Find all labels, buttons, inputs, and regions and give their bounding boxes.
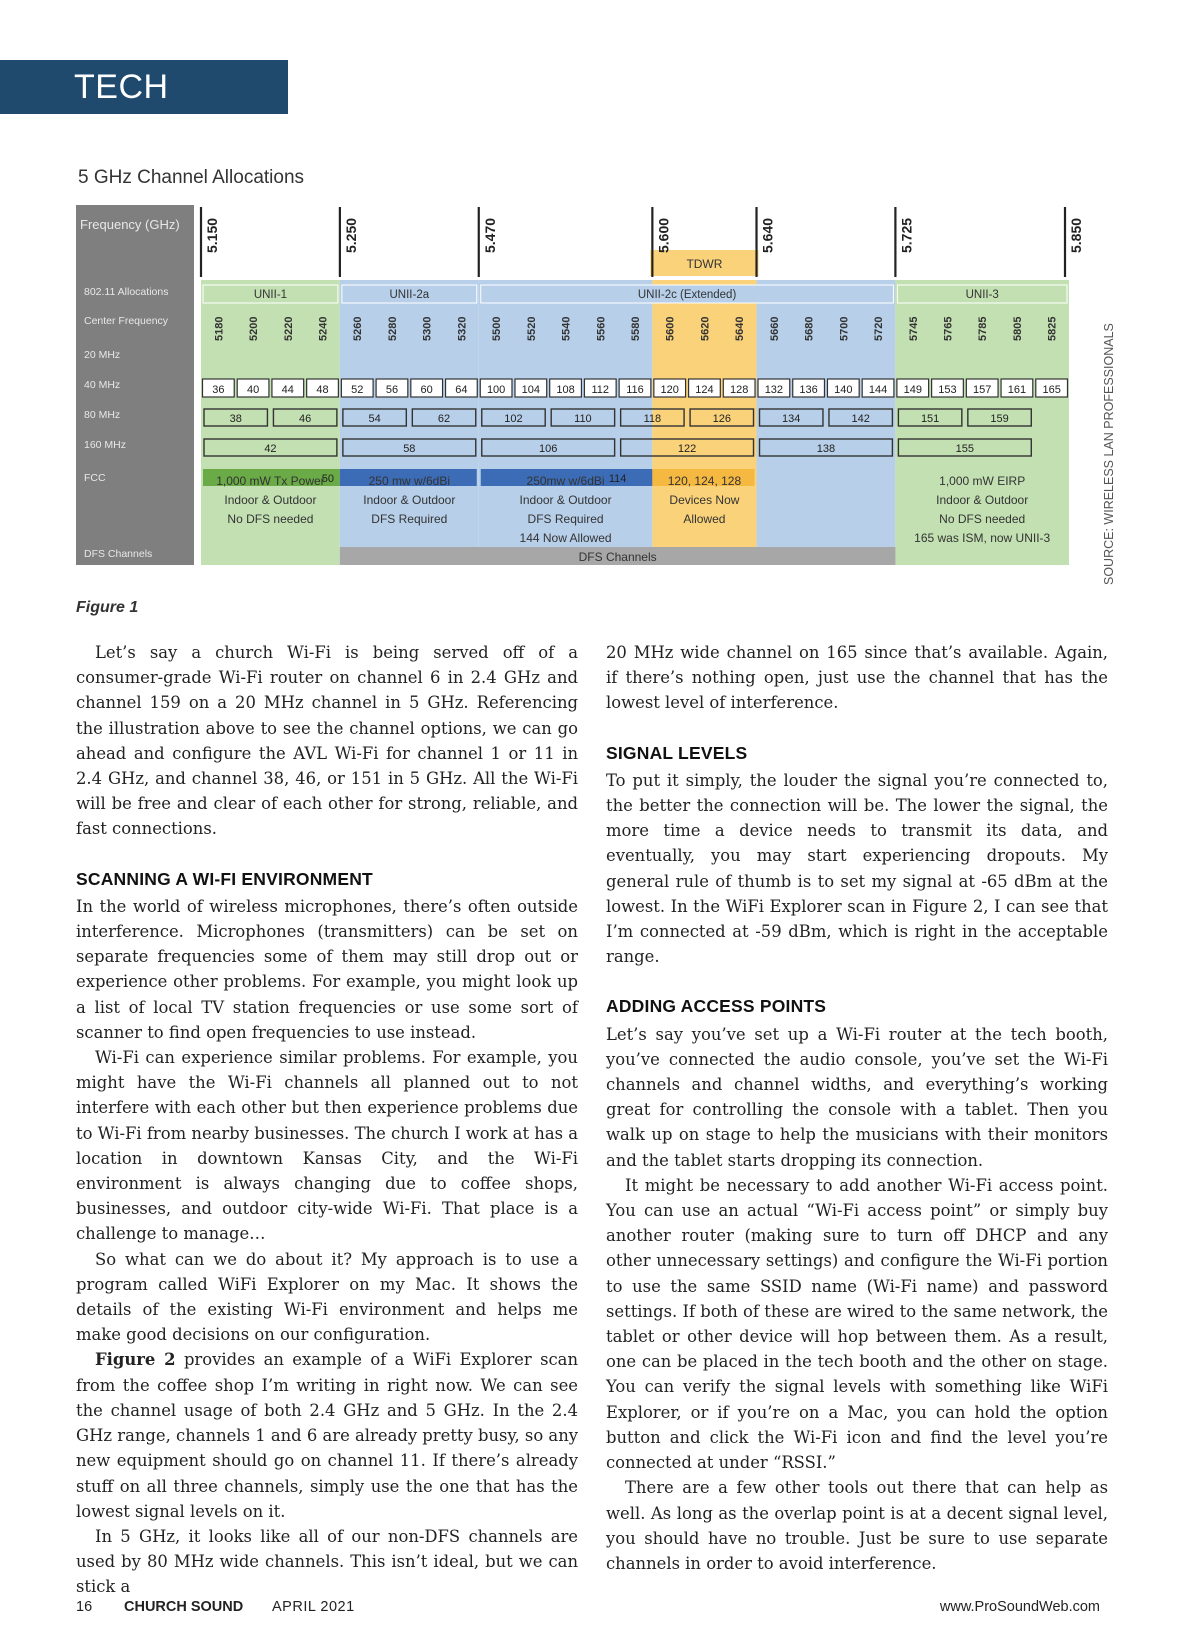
- fcc-note: 165 was ISM, now UNII-3: [914, 531, 1051, 545]
- center-frequency: 5500: [491, 316, 504, 341]
- fcc-note: DFS Required: [527, 512, 604, 526]
- channel-20mhz: 104: [521, 384, 541, 396]
- channel-40mhz: 126: [712, 413, 731, 425]
- center-frequency: 5720: [873, 316, 886, 341]
- column-left: [76, 640, 578, 1600]
- center-frequency: 5240: [317, 316, 330, 341]
- center-frequency: 5540: [560, 316, 573, 341]
- allocation-label: UNII-1: [253, 289, 288, 301]
- heading-adding-access-points: ADDING ACCESS POINTS: [606, 996, 827, 1017]
- channel-40mhz: 62: [437, 413, 451, 425]
- channel-20mhz: 44: [281, 384, 294, 396]
- channel-40mhz: 38: [229, 413, 242, 425]
- column-right: [606, 640, 1108, 1576]
- page-number: 16: [76, 1599, 93, 1615]
- fcc-note: Indoor & Outdoor: [519, 493, 612, 507]
- channel-20mhz: 100: [486, 384, 506, 396]
- paragraph-text: provides an example of a WiFi Explorer scan from the coffee shop I’m writing in right now. We can see the channel usage of both 2.4 GHz and 5 GHz. In the 2.4 GHz range, channels 1 and 6 are already pretty busy, so any new equipment should go on channel 11. If there’s already stuff on all three channels, simply use the one that has the lowest signal levels on it.: [76, 1350, 579, 1521]
- channel-20mhz: 161: [1007, 384, 1027, 396]
- center-frequency: 5560: [595, 316, 608, 341]
- fcc-note: Indoor & Outdoor: [363, 493, 456, 507]
- channel-20mhz: 40: [246, 384, 260, 396]
- channel-20mhz: 116: [626, 384, 644, 396]
- row-label: 80 MHz: [84, 409, 121, 421]
- website-url: www.ProSoundWeb.com: [939, 1599, 1100, 1615]
- channel-40mhz: 118: [643, 413, 662, 425]
- channel-20mhz: 112: [591, 384, 610, 396]
- band-edge-label: 5.600: [655, 217, 672, 253]
- magazine-name: CHURCH SOUND: [124, 1599, 244, 1615]
- band-edge-label: 5.850: [1068, 217, 1084, 253]
- channel-160mhz: 114: [608, 473, 627, 485]
- center-frequency: 5600: [664, 316, 677, 341]
- center-frequency: 5765: [942, 316, 955, 341]
- paragraph: 20 MHz wide channel on 165 since that’s available. Again, if there’s nothing open, just use the channel that has the lowest level of interference.: [606, 643, 1108, 713]
- paragraph: To put it simply, the louder the signal you’re connected to, the better the connection will be. The lower the signal, the more time a device needs to transmit its data, and eventually, you may start experiencing dropouts. My general rule of thumb is to set my signal at -65 dBm at the lowest. In the WiFi Explorer scan in Figure 2, I can see that I’m connected at -59 dBm, which is right in the acceptable range.: [606, 770, 1108, 967]
- center-frequency: 5700: [838, 316, 851, 341]
- channel-20mhz: 149: [903, 384, 922, 396]
- band-edge-label: 5.150: [204, 217, 220, 253]
- allocation-label: UNII-3: [965, 289, 999, 301]
- center-frequency: 5300: [421, 316, 434, 341]
- heading-scanning: SCANNING A WI-FI ENVIRONMENT: [76, 868, 373, 889]
- row-label: 160 MHz: [84, 439, 127, 451]
- paragraph: So what can we do about it? My approach is to use a program called WiFi Explorer on my Mac. It shows the details of the existing Wi-Fi environment and helps me make good decisions on our configuration.: [76, 1249, 578, 1345]
- channel-80mhz: 42: [264, 443, 277, 455]
- channel-20mhz: 56: [385, 384, 399, 396]
- center-frequency: 5660: [768, 316, 781, 341]
- channel-80mhz: 155: [955, 443, 975, 455]
- fcc-note: DFS Required: [371, 512, 448, 526]
- fcc-note: No DFS needed: [939, 512, 1026, 526]
- channel-20mhz: 165: [1042, 384, 1061, 396]
- channel-20mhz: 124: [695, 384, 714, 396]
- band-edge-label: 5.640: [759, 217, 776, 253]
- channel-20mhz: 132: [764, 384, 784, 396]
- figure-title: 5 GHz Channel Allocations: [78, 167, 305, 188]
- channel-20mhz: 136: [799, 384, 818, 396]
- issue-date: APRIL 2021: [272, 1599, 355, 1615]
- fcc-note: 144 Now Allowed: [519, 531, 612, 545]
- channel-allocation-chart: [76, 205, 1106, 590]
- center-frequency: 5320: [456, 316, 469, 341]
- fcc-note: Indoor & Outdoor: [936, 493, 1029, 507]
- center-frequency: 5745: [907, 316, 920, 341]
- channel-20mhz: 140: [834, 384, 853, 396]
- band-edge-label: 5.250: [342, 217, 359, 253]
- center-frequency: 5220: [282, 316, 295, 341]
- figure-caption: Figure 1: [76, 599, 139, 616]
- center-frequency: 5260: [352, 316, 365, 341]
- channel-80mhz: 106: [539, 443, 558, 455]
- center-frequency: 5805: [1011, 316, 1024, 341]
- heading-signal-levels: SIGNAL LEVELS: [606, 742, 748, 763]
- channel-20mhz: 108: [556, 384, 575, 396]
- paragraph: Let’s say you’ve set up a Wi-Fi router at the tech booth, you’ve connected the audio console, you’ve set the Wi-Fi channels and channel widths, and everything’s working great for controlling the console with a tablet. Then you walk up on stage to help the musicians with their monitors and the tablet starts dropping its connection.: [606, 1024, 1108, 1170]
- row-label: 802.11 Allocations: [84, 286, 169, 298]
- paragraph: Wi-Fi can experience similar problems. For example, you might have the Wi-Fi channels all planned out to not interfere with each other but then experience problems due to Wi-Fi from nearby businesses. The church I work at has a location in downtown Kansas City, and the Wi-Fi environment is always changing due to coffee shops, businesses, and outdoor city-wide Wi-Fi. That place is a challenge to manage…: [76, 1048, 578, 1244]
- band-edge-label: 5.470: [481, 217, 498, 253]
- center-frequency: 5180: [213, 316, 226, 341]
- paragraph: In 5 GHz, it looks like all of our non-DFS channels are used by 80 MHz wide channels. This isn’t ideal, but we can stick a: [76, 1526, 578, 1597]
- center-frequency: 5580: [630, 316, 642, 341]
- center-frequency: 5200: [248, 316, 261, 341]
- channel-80mhz: 122: [677, 443, 697, 455]
- row-label: Center Frequency: [84, 315, 169, 327]
- row-label: 40 MHz: [84, 379, 121, 391]
- paragraph: It might be necessary to add another Wi-Fi access point. You can use an actual “Wi-Fi access point” or simply buy another router (making sure to turn off DHCP and any other unnecessary settings) and configure the Wi-Fi portion to use the same SSID name (Wi-Fi name) and password settings. If both of these are wired to the same network, the tablet or other device will hop between them. As a result, one can be placed in the tech booth and the other on stage. You can verify the signal levels with something like WiFi Explorer, or if you’re on a Mac, you can hold the option button and click the Wi-Fi icon and find the level you’re connected at under “RSSI.”: [606, 1175, 1108, 1473]
- fcc-note: 1,000 mW EIRP: [939, 474, 1026, 488]
- center-frequency: 5620: [699, 316, 712, 341]
- fcc-note: 250 mw w/6dBi: [368, 474, 451, 488]
- fcc-note: 120, 124, 128: [667, 474, 742, 488]
- fcc-note: No DFS needed: [227, 512, 314, 526]
- center-frequency: 5785: [977, 316, 990, 341]
- center-frequency: 5640: [734, 316, 747, 341]
- figure-reference: Figure 2: [95, 1350, 176, 1370]
- channel-40mhz: 110: [574, 413, 592, 425]
- allocation-label: UNII-2a: [389, 289, 430, 301]
- tdwr-label: TDWR: [686, 257, 723, 271]
- channel-20mhz: 153: [938, 384, 957, 396]
- fcc-note: Indoor & Outdoor: [224, 493, 317, 507]
- channel-20mhz: 48: [316, 384, 329, 396]
- band-edge-label: 5.725: [898, 217, 915, 253]
- channel-80mhz: 58: [403, 443, 416, 455]
- center-frequency: 5520: [525, 316, 538, 341]
- channel-40mhz: 134: [782, 413, 801, 425]
- header-strip: [194, 205, 1069, 280]
- fcc-note: Devices Now: [669, 493, 740, 507]
- channel-20mhz: 120: [660, 384, 679, 396]
- channel-80mhz: 138: [816, 443, 836, 455]
- channel-40mhz: 142: [851, 413, 870, 425]
- allocation-label: UNII-2c (Extended): [637, 289, 737, 301]
- channel-20mhz: 157: [973, 384, 992, 396]
- channel-20mhz: 144: [868, 384, 888, 396]
- section-tag: TECH FOCUS: [0, 60, 288, 114]
- row-label: FCC: [84, 472, 106, 484]
- channel-20mhz: 52: [351, 384, 364, 396]
- dfs-label: DFS Channels: [578, 550, 657, 564]
- center-frequency: 5825: [1046, 316, 1059, 341]
- fcc-note: 1,000 mW Tx Power: [216, 474, 325, 488]
- row-label: DFS Channels: [84, 548, 153, 560]
- channel-20mhz: 64: [455, 384, 468, 396]
- figure-source: SOURCE: WIRELESS LAN PROFESSIONALS: [1102, 323, 1116, 585]
- channel-40mhz: 159: [990, 413, 1009, 425]
- channel-40mhz: 46: [299, 413, 312, 425]
- row-label: 20 MHz: [84, 349, 121, 361]
- row-label: Frequency (GHz): [80, 217, 180, 232]
- channel-40mhz: 151: [920, 413, 940, 425]
- center-frequency: 5680: [803, 316, 816, 341]
- channel-40mhz: 54: [368, 413, 381, 425]
- fcc-note: Allowed: [683, 512, 726, 526]
- channel-20mhz: 60: [420, 384, 433, 396]
- paragraph: [76, 1347, 578, 1523]
- channel-20mhz: 128: [729, 384, 749, 396]
- paragraph: In the world of wireless microphones, there’s often outside interference. Microphones (transmitters) can be set on separate frequencies some of them may still drop out or experience other problems. For example, you might look up a list of local TV station frequencies or use some sort of scanner to find open frequencies to use instead.: [76, 896, 578, 1042]
- channel-20mhz: 36: [212, 384, 225, 396]
- fcc-note: 250mw w/6dBi: [526, 474, 605, 488]
- paragraph: Let’s say a church Wi-Fi is being served off of a consumer-grade Wi-Fi router on channel 6 in 2.4 GHz and channel 159 on a 20 MHz channel in 5 GHz. Referencing the illustration above to see the channel options, we can go ahead and configure the AVL Wi-Fi for channel 1 or 11 in 2.4 GHz, and channel 38, 46, or 151 in 5 GHz. All the Wi-Fi will be free and clear of each other for strong, reliable, and fast connections.: [76, 643, 578, 839]
- center-frequency: 5280: [386, 316, 399, 341]
- channel-160mhz: 50: [321, 473, 335, 485]
- paragraph: There are a few other tools out there that can help as well. As long as the overlap point is at a decent signal level, you should have no trouble. Just be sure to use separate channels in order to avoid interference.: [606, 1478, 1108, 1573]
- channel-40mhz: 102: [504, 413, 523, 425]
